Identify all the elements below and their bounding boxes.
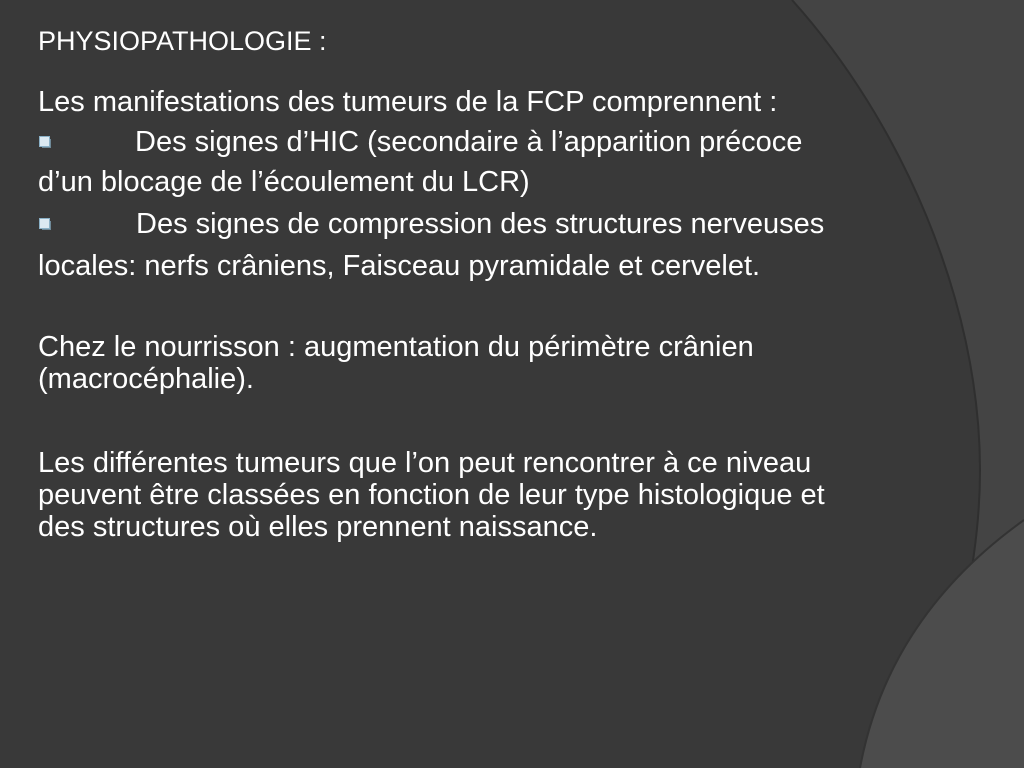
infant-paragraph-line-1: Chez le nourrisson : augmentation du périmètre crânien	[38, 331, 754, 363]
bullet-square-icon	[38, 135, 52, 149]
bullet-2-line-2: locales: nerfs crâniens, Faisceau pyramidale et cervelet.	[38, 250, 761, 282]
tumors-paragraph-line-3: des structures où elles prennent naissance.	[38, 511, 598, 543]
bullet-2-line-1: Des signes de compression des structures nerveuses	[136, 208, 825, 240]
bullet-1-line-2: d’un blocage de l’écoulement du LCR)	[38, 166, 530, 198]
bullet-1-line-1: Des signes d’HIC (secondaire à l’apparition précoce	[135, 126, 803, 158]
intro-text: Les manifestations des tumeurs de la FCP comprennent :	[38, 86, 778, 118]
infant-paragraph-line-2: (macrocéphalie).	[38, 363, 254, 395]
tumors-paragraph-line-2: peuvent être classées en fonction de leur type histologique et	[38, 479, 825, 511]
slide-title: PHYSIOPATHOLOGIE :	[38, 26, 327, 56]
tumors-paragraph-line-1: Les différentes tumeurs que l’on peut rencontrer à ce niveau	[38, 447, 812, 479]
bullet-square-icon	[38, 217, 52, 231]
